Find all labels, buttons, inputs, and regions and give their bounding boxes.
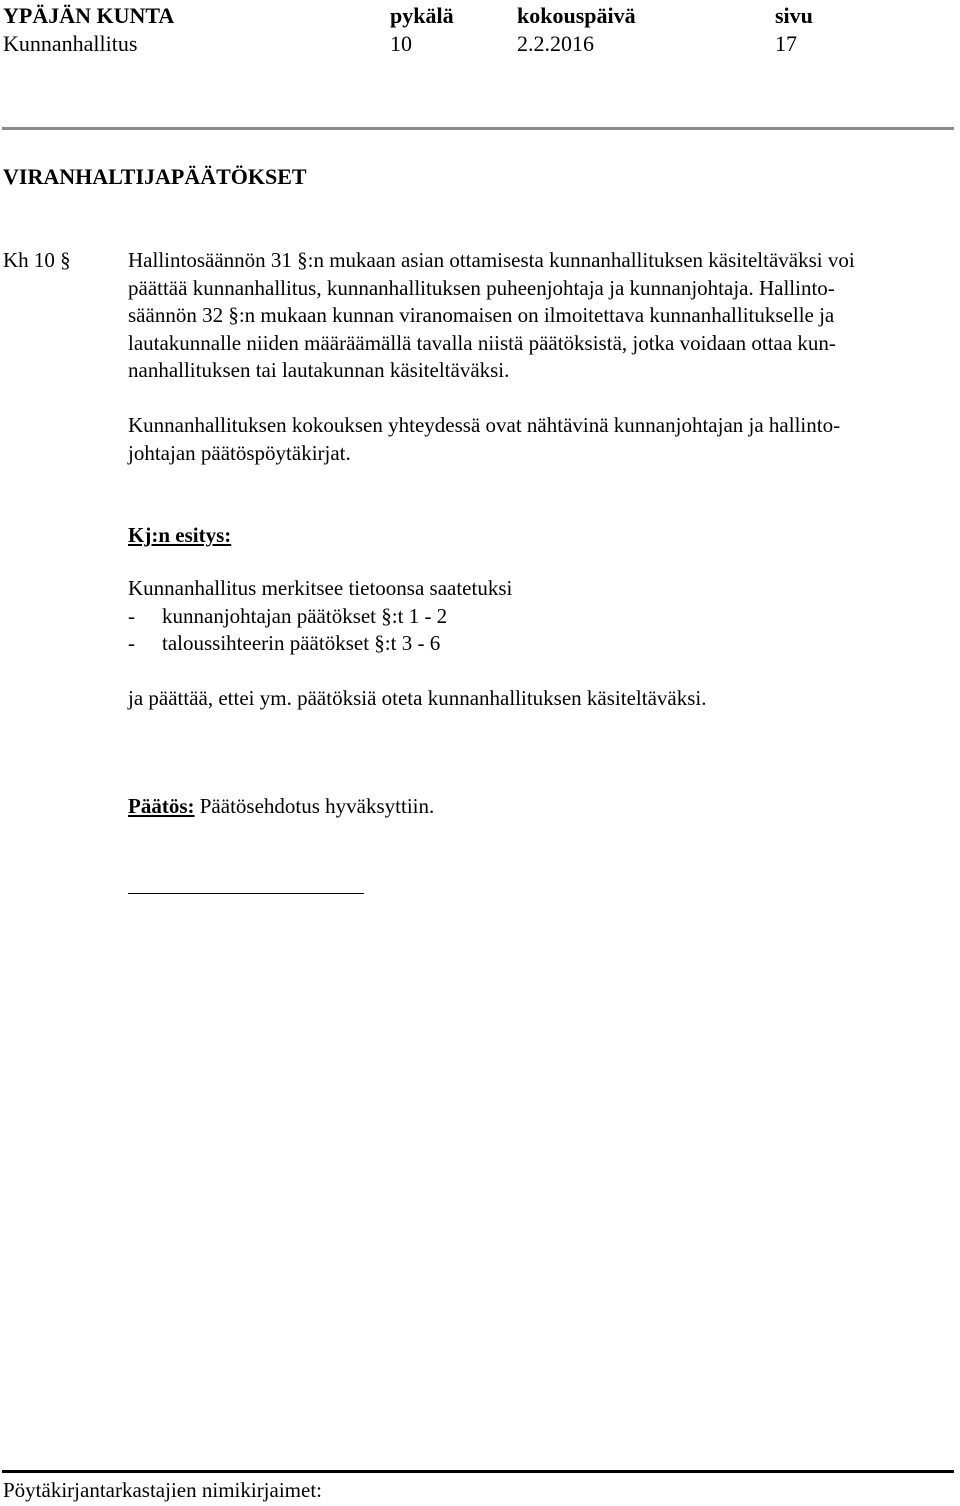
meeting-date-label: kokouspäivä bbox=[517, 3, 636, 28]
section-label: pykälä bbox=[390, 3, 454, 28]
proposal-conclusion: ja päättää, ettei ym. päätöksiä oteta kunnanhallituksen käsiteltäväksi. bbox=[128, 686, 707, 710]
header-divider bbox=[2, 127, 954, 130]
decision-text: Päätösehdotus hyväksyttiin. bbox=[199, 794, 435, 818]
list-item-text: taloussihteerin päätökset §:t 3 - 6 bbox=[162, 631, 441, 655]
intro-line-1: Hallintosäännön 31 §:n mukaan asian ottamisesta kunnanhallituksen käsiteltäväksi voi bbox=[128, 248, 855, 272]
initials-label: Pöytäkirjantarkastajien nimikirjaimet: bbox=[3, 1478, 322, 1502]
intro-line-2: päättää kunnanhallitus, kunnanhallituksen puheenjohtaja ja kunnanjohtaja. Hallinto- bbox=[128, 276, 835, 300]
intro-line-3: säännön 32 §:n mukaan kunnan viranomaisen on ilmoitettava kunnanhallitukselle ja bbox=[128, 303, 835, 327]
decision-label: Päätös: bbox=[128, 794, 195, 818]
signature-line bbox=[128, 893, 364, 894]
meeting-date: 2.2.2016 bbox=[517, 31, 594, 56]
page-number: 17 bbox=[775, 31, 797, 56]
list-dash: - bbox=[128, 631, 135, 655]
intro-line-5: nanhallituksen tai lautakunnan käsiteltäväksi. bbox=[128, 358, 510, 382]
list-dash: - bbox=[128, 604, 135, 628]
proposal-intro: Kunnanhallitus merkitsee tietoonsa saatetuksi bbox=[128, 576, 513, 600]
section-reference: Kh 10 § bbox=[3, 248, 71, 272]
list-item bbox=[128, 604, 447, 629]
body-name: Kunnanhallitus bbox=[3, 31, 138, 56]
section-number: 10 bbox=[390, 31, 412, 56]
municipality-name: YPÄJÄN KUNTA bbox=[3, 3, 175, 28]
intro-line-4: lautakunnalle niiden määräämällä tavalla niistä päätöksistä, jotka voidaan ottaa kun- bbox=[128, 331, 836, 355]
meeting-line-2: johtajan päätöspöytäkirjat. bbox=[128, 441, 351, 465]
proposal-label: Kj:n esitys: bbox=[128, 523, 232, 547]
section-heading: VIRANHALTIJAPÄÄTÖKSET bbox=[3, 164, 307, 189]
footer-divider bbox=[2, 1470, 954, 1473]
list-item bbox=[128, 631, 440, 656]
meeting-line-1: Kunnanhallituksen kokouksen yhteydessä ovat nähtävinä kunnanjohtajan ja hallinto- bbox=[128, 413, 841, 437]
decision-row bbox=[128, 794, 434, 819]
page-label: sivu bbox=[775, 3, 813, 28]
list-item-text: kunnanjohtajan päätökset §:t 1 - 2 bbox=[162, 604, 448, 628]
